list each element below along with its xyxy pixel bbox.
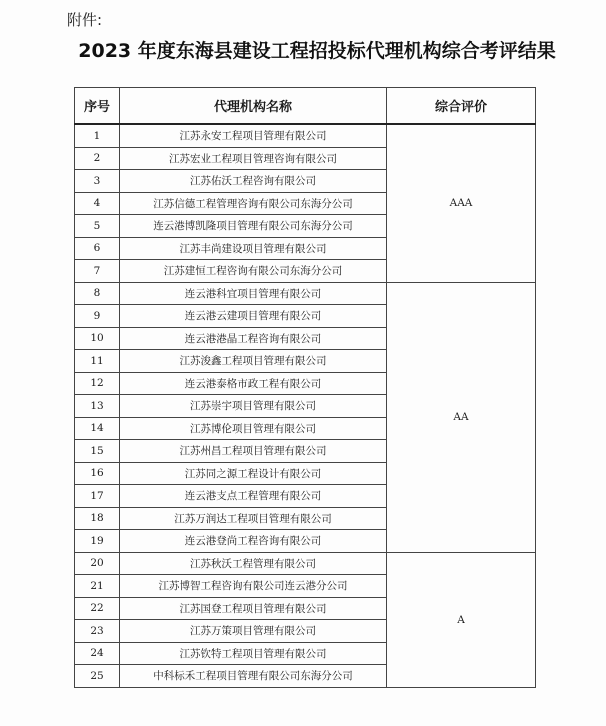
row-number: 2 (75, 147, 120, 170)
row-number: 10 (75, 327, 120, 350)
table-row (75, 282, 536, 305)
agency-name: 江苏宏业工程项目管理咨询有限公司 (120, 147, 387, 170)
row-number: 1 (75, 124, 120, 147)
row-number: 12 (75, 372, 120, 395)
grade-cell: AAA (387, 124, 536, 282)
row-number: 15 (75, 440, 120, 463)
row-number: 18 (75, 507, 120, 530)
agency-name: 江苏万润达工程项目管理有限公司 (120, 507, 387, 530)
table-body (75, 124, 536, 687)
agency-name: 江苏崇宇项目管理有限公司 (120, 395, 387, 418)
agency-name: 江苏同之源工程设计有限公司 (120, 462, 387, 485)
agency-name: 江苏博智工程咨询有限公司连云港分公司 (120, 575, 387, 598)
row-number: 5 (75, 215, 120, 238)
grade-cell: AA (387, 282, 536, 552)
row-number: 13 (75, 395, 120, 418)
header-grade: 综合评价 (387, 88, 536, 125)
row-number: 9 (75, 305, 120, 328)
agency-name: 江苏永安工程项目管理有限公司 (120, 124, 387, 147)
agency-name: 连云港泰格市政工程有限公司 (120, 372, 387, 395)
grade-cell: A (387, 552, 536, 687)
agency-name: 江苏秋沃工程管理有限公司 (120, 552, 387, 575)
table-row (75, 552, 536, 575)
row-number: 25 (75, 665, 120, 688)
agency-name: 江苏浚鑫工程项目管理有限公司 (120, 350, 387, 373)
results-table (74, 87, 536, 688)
row-number: 11 (75, 350, 120, 373)
row-number: 3 (75, 170, 120, 193)
row-number: 6 (75, 237, 120, 260)
row-number: 7 (75, 260, 120, 283)
row-number: 14 (75, 417, 120, 440)
row-number: 4 (75, 192, 120, 215)
row-number: 8 (75, 282, 120, 305)
page-title: 2023 年度东海县建设工程招投标代理机构综合考评结果 (78, 40, 556, 62)
row-number: 21 (75, 575, 120, 598)
agency-name: 江苏州昌工程项目管理有限公司 (120, 440, 387, 463)
agency-name: 连云港支点工程管理有限公司 (120, 485, 387, 508)
agency-name: 江苏博伦项目管理有限公司 (120, 417, 387, 440)
attachment-label: 附件: (67, 11, 103, 29)
row-number: 24 (75, 642, 120, 665)
agency-name: 连云港科宜项目管理有限公司 (120, 282, 387, 305)
header-no: 序号 (75, 88, 120, 125)
agency-name: 江苏国登工程项目管理有限公司 (120, 597, 387, 620)
agency-name: 连云港博凯隆项目管理有限公司东海分公司 (120, 215, 387, 238)
agency-name: 江苏万策项目管理有限公司 (120, 620, 387, 643)
table-header-row (75, 88, 536, 125)
agency-name: 连云港云建项目管理有限公司 (120, 305, 387, 328)
row-number: 17 (75, 485, 120, 508)
agency-name: 中科标禾工程项目管理有限公司东海分公司 (120, 665, 387, 688)
agency-name: 连云港登尚工程咨询有限公司 (120, 530, 387, 553)
row-number: 23 (75, 620, 120, 643)
row-number: 20 (75, 552, 120, 575)
row-number: 16 (75, 462, 120, 485)
row-number: 19 (75, 530, 120, 553)
table-row (75, 124, 536, 147)
agency-name: 江苏佑沃工程咨询有限公司 (120, 170, 387, 193)
row-number: 22 (75, 597, 120, 620)
agency-name: 江苏建恒工程咨询有限公司东海分公司 (120, 260, 387, 283)
header-name: 代理机构名称 (120, 88, 387, 125)
agency-name: 江苏钦特工程项目管理有限公司 (120, 642, 387, 665)
agency-name: 江苏信德工程管理咨询有限公司东海分公司 (120, 192, 387, 215)
agency-name: 连云港港晶工程咨询有限公司 (120, 327, 387, 350)
agency-name: 江苏丰尚建设项目管理有限公司 (120, 237, 387, 260)
